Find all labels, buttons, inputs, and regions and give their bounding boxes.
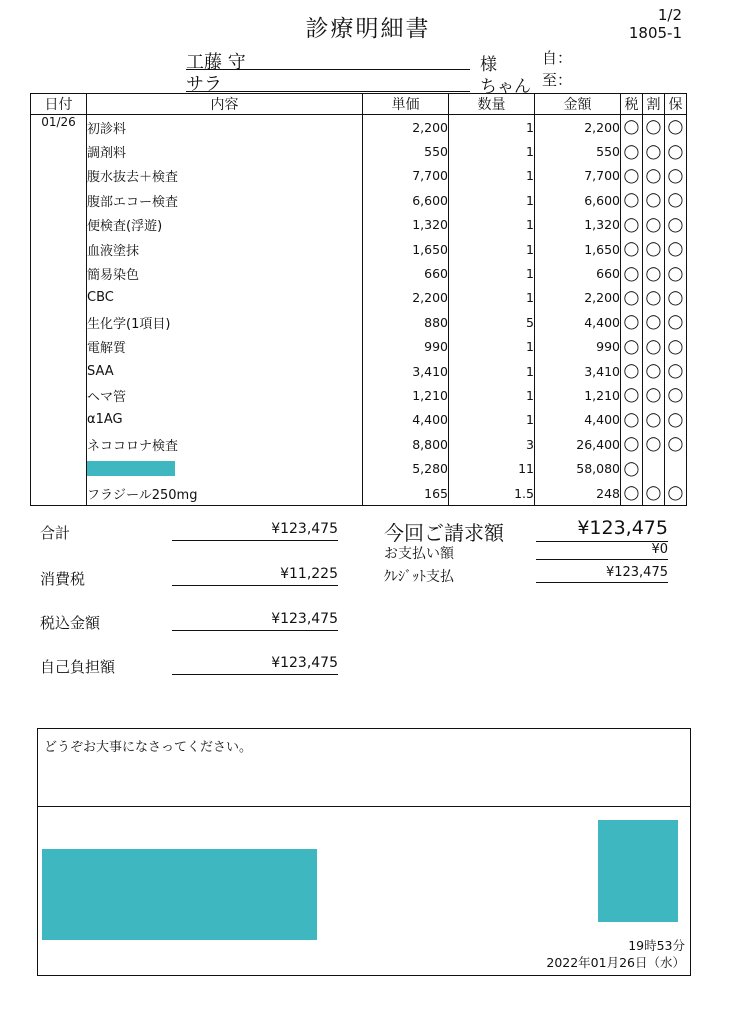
row-tax-flag: ◯ xyxy=(621,383,643,407)
row-insurance-flag: ◯ xyxy=(665,237,687,261)
period-from-label: 自： xyxy=(542,49,573,67)
row-tax-flag: ◯ xyxy=(621,456,643,480)
row-amount: 3,410 xyxy=(535,359,621,383)
row-discount-flag: ◯ xyxy=(643,335,665,359)
row-insurance-flag: ◯ xyxy=(665,359,687,383)
table-row xyxy=(31,432,687,456)
row-quantity: 1 xyxy=(449,335,535,359)
row-insurance-flag: ◯ xyxy=(665,335,687,359)
row-insurance-flag xyxy=(665,456,687,480)
row-tax-flag: ◯ xyxy=(621,188,643,212)
row-description xyxy=(87,456,363,480)
row-tax-flag: ◯ xyxy=(621,164,643,188)
row-unit-price: 6,600 xyxy=(363,188,449,212)
row-discount-flag: ◯ xyxy=(643,139,665,163)
row-quantity: 1.5 xyxy=(449,481,535,506)
tax-included-label: 税込金額 xyxy=(40,614,101,632)
message-divider xyxy=(37,806,691,807)
row-tax-flag: ◯ xyxy=(621,310,643,334)
row-discount-flag: ◯ xyxy=(643,213,665,237)
row-date xyxy=(31,188,87,212)
row-insurance-flag: ◯ xyxy=(665,383,687,407)
row-tax-flag: ◯ xyxy=(621,432,643,456)
table-row xyxy=(31,286,687,310)
header-discount: 割 xyxy=(643,94,665,115)
credit-payment-value: ¥123,475 xyxy=(536,565,668,583)
row-description: 初診料 xyxy=(87,115,363,140)
issue-time: 19時53分 xyxy=(628,938,685,953)
row-quantity: 1 xyxy=(449,213,535,237)
row-amount: 6,600 xyxy=(535,188,621,212)
row-insurance-flag: ◯ xyxy=(665,261,687,285)
table-row xyxy=(31,261,687,285)
owner-name: 工藤 守 xyxy=(186,52,246,73)
row-tax-flag: ◯ xyxy=(621,408,643,432)
row-amount: 2,200 xyxy=(535,286,621,310)
row-quantity: 5 xyxy=(449,310,535,334)
row-unit-price: 8,800 xyxy=(363,432,449,456)
row-unit-price: 550 xyxy=(363,139,449,163)
row-quantity: 1 xyxy=(449,139,535,163)
subtotal-label: 合計 xyxy=(40,524,71,542)
period-to-label: 至： xyxy=(542,71,573,89)
redacted-stamp xyxy=(598,820,678,922)
row-amount: 2,200 xyxy=(535,115,621,140)
row-insurance-flag: ◯ xyxy=(665,139,687,163)
row-description: 調剤料 xyxy=(87,139,363,163)
row-date xyxy=(31,481,87,506)
row-quantity: 1 xyxy=(449,261,535,285)
table-row xyxy=(31,115,687,140)
row-description: 生化学(1項目) xyxy=(87,310,363,334)
row-tax-flag: ◯ xyxy=(621,286,643,310)
row-description: SAA xyxy=(87,359,363,383)
header-quantity: 数量 xyxy=(449,94,535,115)
row-date xyxy=(31,286,87,310)
header-tax: 税 xyxy=(621,94,643,115)
row-discount-flag: ◯ xyxy=(643,383,665,407)
table-row xyxy=(31,335,687,359)
row-amount: 26,400 xyxy=(535,432,621,456)
row-discount-flag: ◯ xyxy=(643,286,665,310)
row-insurance-flag: ◯ xyxy=(665,432,687,456)
table-row xyxy=(31,310,687,334)
table-row xyxy=(31,188,687,212)
row-description: ヘマ管 xyxy=(87,383,363,407)
row-description: 簡易染色 xyxy=(87,261,363,285)
row-discount-flag: ◯ xyxy=(643,261,665,285)
pet-suffix: ちゃん xyxy=(480,77,531,97)
row-unit-price: 4,400 xyxy=(363,408,449,432)
paid-amount-value: ¥0 xyxy=(536,542,668,560)
row-discount-flag: ◯ xyxy=(643,164,665,188)
row-unit-price: 2,200 xyxy=(363,115,449,140)
row-discount-flag: ◯ xyxy=(643,432,665,456)
row-discount-flag xyxy=(643,456,665,480)
row-amount: 4,400 xyxy=(535,408,621,432)
row-date xyxy=(31,383,87,407)
tax-value: ¥11,225 xyxy=(172,566,338,586)
subtotal-value: ¥123,475 xyxy=(172,521,338,541)
items-table xyxy=(30,93,687,506)
row-insurance-flag: ◯ xyxy=(665,310,687,334)
row-date xyxy=(31,213,87,237)
table-row xyxy=(31,213,687,237)
row-discount-flag: ◯ xyxy=(643,359,665,383)
row-description: 腹部エコー検査 xyxy=(87,188,363,212)
row-quantity: 1 xyxy=(449,237,535,261)
row-date xyxy=(31,237,87,261)
row-quantity: 1 xyxy=(449,164,535,188)
row-amount: 660 xyxy=(535,261,621,285)
row-insurance-flag: ◯ xyxy=(665,408,687,432)
pet-name: サラ xyxy=(186,74,222,95)
row-discount-flag: ◯ xyxy=(643,115,665,140)
row-insurance-flag: ◯ xyxy=(665,164,687,188)
row-unit-price: 3,410 xyxy=(363,359,449,383)
row-amount: 550 xyxy=(535,139,621,163)
billed-amount-value: ¥123,475 xyxy=(536,517,668,542)
table-row xyxy=(31,481,687,506)
row-tax-flag: ◯ xyxy=(621,359,643,383)
row-date xyxy=(31,456,87,480)
billed-amount-label: 今回ご請求額 xyxy=(384,521,504,545)
row-date xyxy=(31,261,87,285)
row-tax-flag: ◯ xyxy=(621,237,643,261)
row-unit-price: 5,280 xyxy=(363,456,449,480)
row-amount: 58,080 xyxy=(535,456,621,480)
owner-name-underline xyxy=(186,69,470,70)
row-amount: 1,210 xyxy=(535,383,621,407)
row-amount: 7,700 xyxy=(535,164,621,188)
row-unit-price: 880 xyxy=(363,310,449,334)
row-description: ネココロナ検査 xyxy=(87,432,363,456)
credit-payment-label: ｸﾚｼﾞｯﾄ支払 xyxy=(384,569,454,585)
row-insurance-flag: ◯ xyxy=(665,286,687,310)
row-tax-flag: ◯ xyxy=(621,261,643,285)
row-description: 血液塗抹 xyxy=(87,237,363,261)
row-description: α1AG xyxy=(87,408,363,432)
row-date xyxy=(31,359,87,383)
row-quantity: 3 xyxy=(449,432,535,456)
row-tax-flag: ◯ xyxy=(621,115,643,140)
row-date xyxy=(31,432,87,456)
row-date xyxy=(31,310,87,334)
table-row xyxy=(31,383,687,407)
table-row xyxy=(31,237,687,261)
row-quantity: 1 xyxy=(449,359,535,383)
row-date xyxy=(31,164,87,188)
record-number: 1805-1 xyxy=(628,24,682,42)
header-unit-price: 単価 xyxy=(363,94,449,115)
row-description: 電解質 xyxy=(87,335,363,359)
self-pay-value: ¥123,475 xyxy=(172,655,338,675)
redacted-item-name xyxy=(87,461,175,476)
issue-date: 2022年01月26日（水） xyxy=(546,955,685,970)
row-quantity: 1 xyxy=(449,188,535,212)
row-discount-flag: ◯ xyxy=(643,481,665,506)
table-row xyxy=(31,456,687,480)
row-unit-price: 1,210 xyxy=(363,383,449,407)
row-insurance-flag: ◯ xyxy=(665,213,687,237)
get-well-message: どうぞお大事になさってください。 xyxy=(44,740,253,755)
row-unit-price: 2,200 xyxy=(363,286,449,310)
row-unit-price: 165 xyxy=(363,481,449,506)
page-number: 1/2 xyxy=(657,6,682,24)
row-tax-flag: ◯ xyxy=(621,139,643,163)
row-description: CBC xyxy=(87,286,363,310)
self-pay-label: 自己負担額 xyxy=(40,658,116,676)
row-unit-price: 1,320 xyxy=(363,213,449,237)
page-info xyxy=(629,6,682,42)
header-amount: 金額 xyxy=(535,94,621,115)
row-amount: 1,320 xyxy=(535,213,621,237)
row-discount-flag: ◯ xyxy=(643,408,665,432)
table-row xyxy=(31,139,687,163)
pet-name-underline xyxy=(186,91,470,92)
row-tax-flag: ◯ xyxy=(621,481,643,506)
row-description: 便検査(浮遊) xyxy=(87,213,363,237)
row-description: フラジール250mg xyxy=(87,481,363,506)
row-quantity: 1 xyxy=(449,115,535,140)
tax-included-value: ¥123,475 xyxy=(172,611,338,631)
row-discount-flag: ◯ xyxy=(643,188,665,212)
row-tax-flag: ◯ xyxy=(621,213,643,237)
row-tax-flag: ◯ xyxy=(621,335,643,359)
tax-label: 消費税 xyxy=(40,570,86,588)
row-unit-price: 7,700 xyxy=(363,164,449,188)
row-quantity: 1 xyxy=(449,383,535,407)
header-insurance: 保 xyxy=(665,94,687,115)
table-row xyxy=(31,408,687,432)
redacted-clinic-info xyxy=(42,849,317,940)
header-content: 内容 xyxy=(87,94,363,115)
row-amount: 990 xyxy=(535,335,621,359)
row-amount: 1,650 xyxy=(535,237,621,261)
paid-amount-label: お支払い額 xyxy=(384,546,454,562)
row-amount: 4,400 xyxy=(535,310,621,334)
row-discount-flag: ◯ xyxy=(643,237,665,261)
row-unit-price: 1,650 xyxy=(363,237,449,261)
row-insurance-flag: ◯ xyxy=(665,115,687,140)
row-date xyxy=(31,335,87,359)
header-date: 日付 xyxy=(31,94,87,115)
row-insurance-flag: ◯ xyxy=(665,481,687,506)
row-date: 01/26 xyxy=(31,115,87,140)
table-row xyxy=(31,164,687,188)
document-title: 診療明細書 xyxy=(305,16,431,42)
row-quantity: 1 xyxy=(449,408,535,432)
row-amount: 248 xyxy=(535,481,621,506)
row-quantity: 11 xyxy=(449,456,535,480)
row-description: 腹水抜去＋検査 xyxy=(87,164,363,188)
row-quantity: 1 xyxy=(449,286,535,310)
row-insurance-flag: ◯ xyxy=(665,188,687,212)
row-unit-price: 990 xyxy=(363,335,449,359)
row-date xyxy=(31,408,87,432)
table-row xyxy=(31,359,687,383)
table-header-row xyxy=(31,94,687,115)
owner-suffix: 様 xyxy=(480,55,497,75)
row-date xyxy=(31,139,87,163)
row-discount-flag: ◯ xyxy=(643,310,665,334)
row-unit-price: 660 xyxy=(363,261,449,285)
